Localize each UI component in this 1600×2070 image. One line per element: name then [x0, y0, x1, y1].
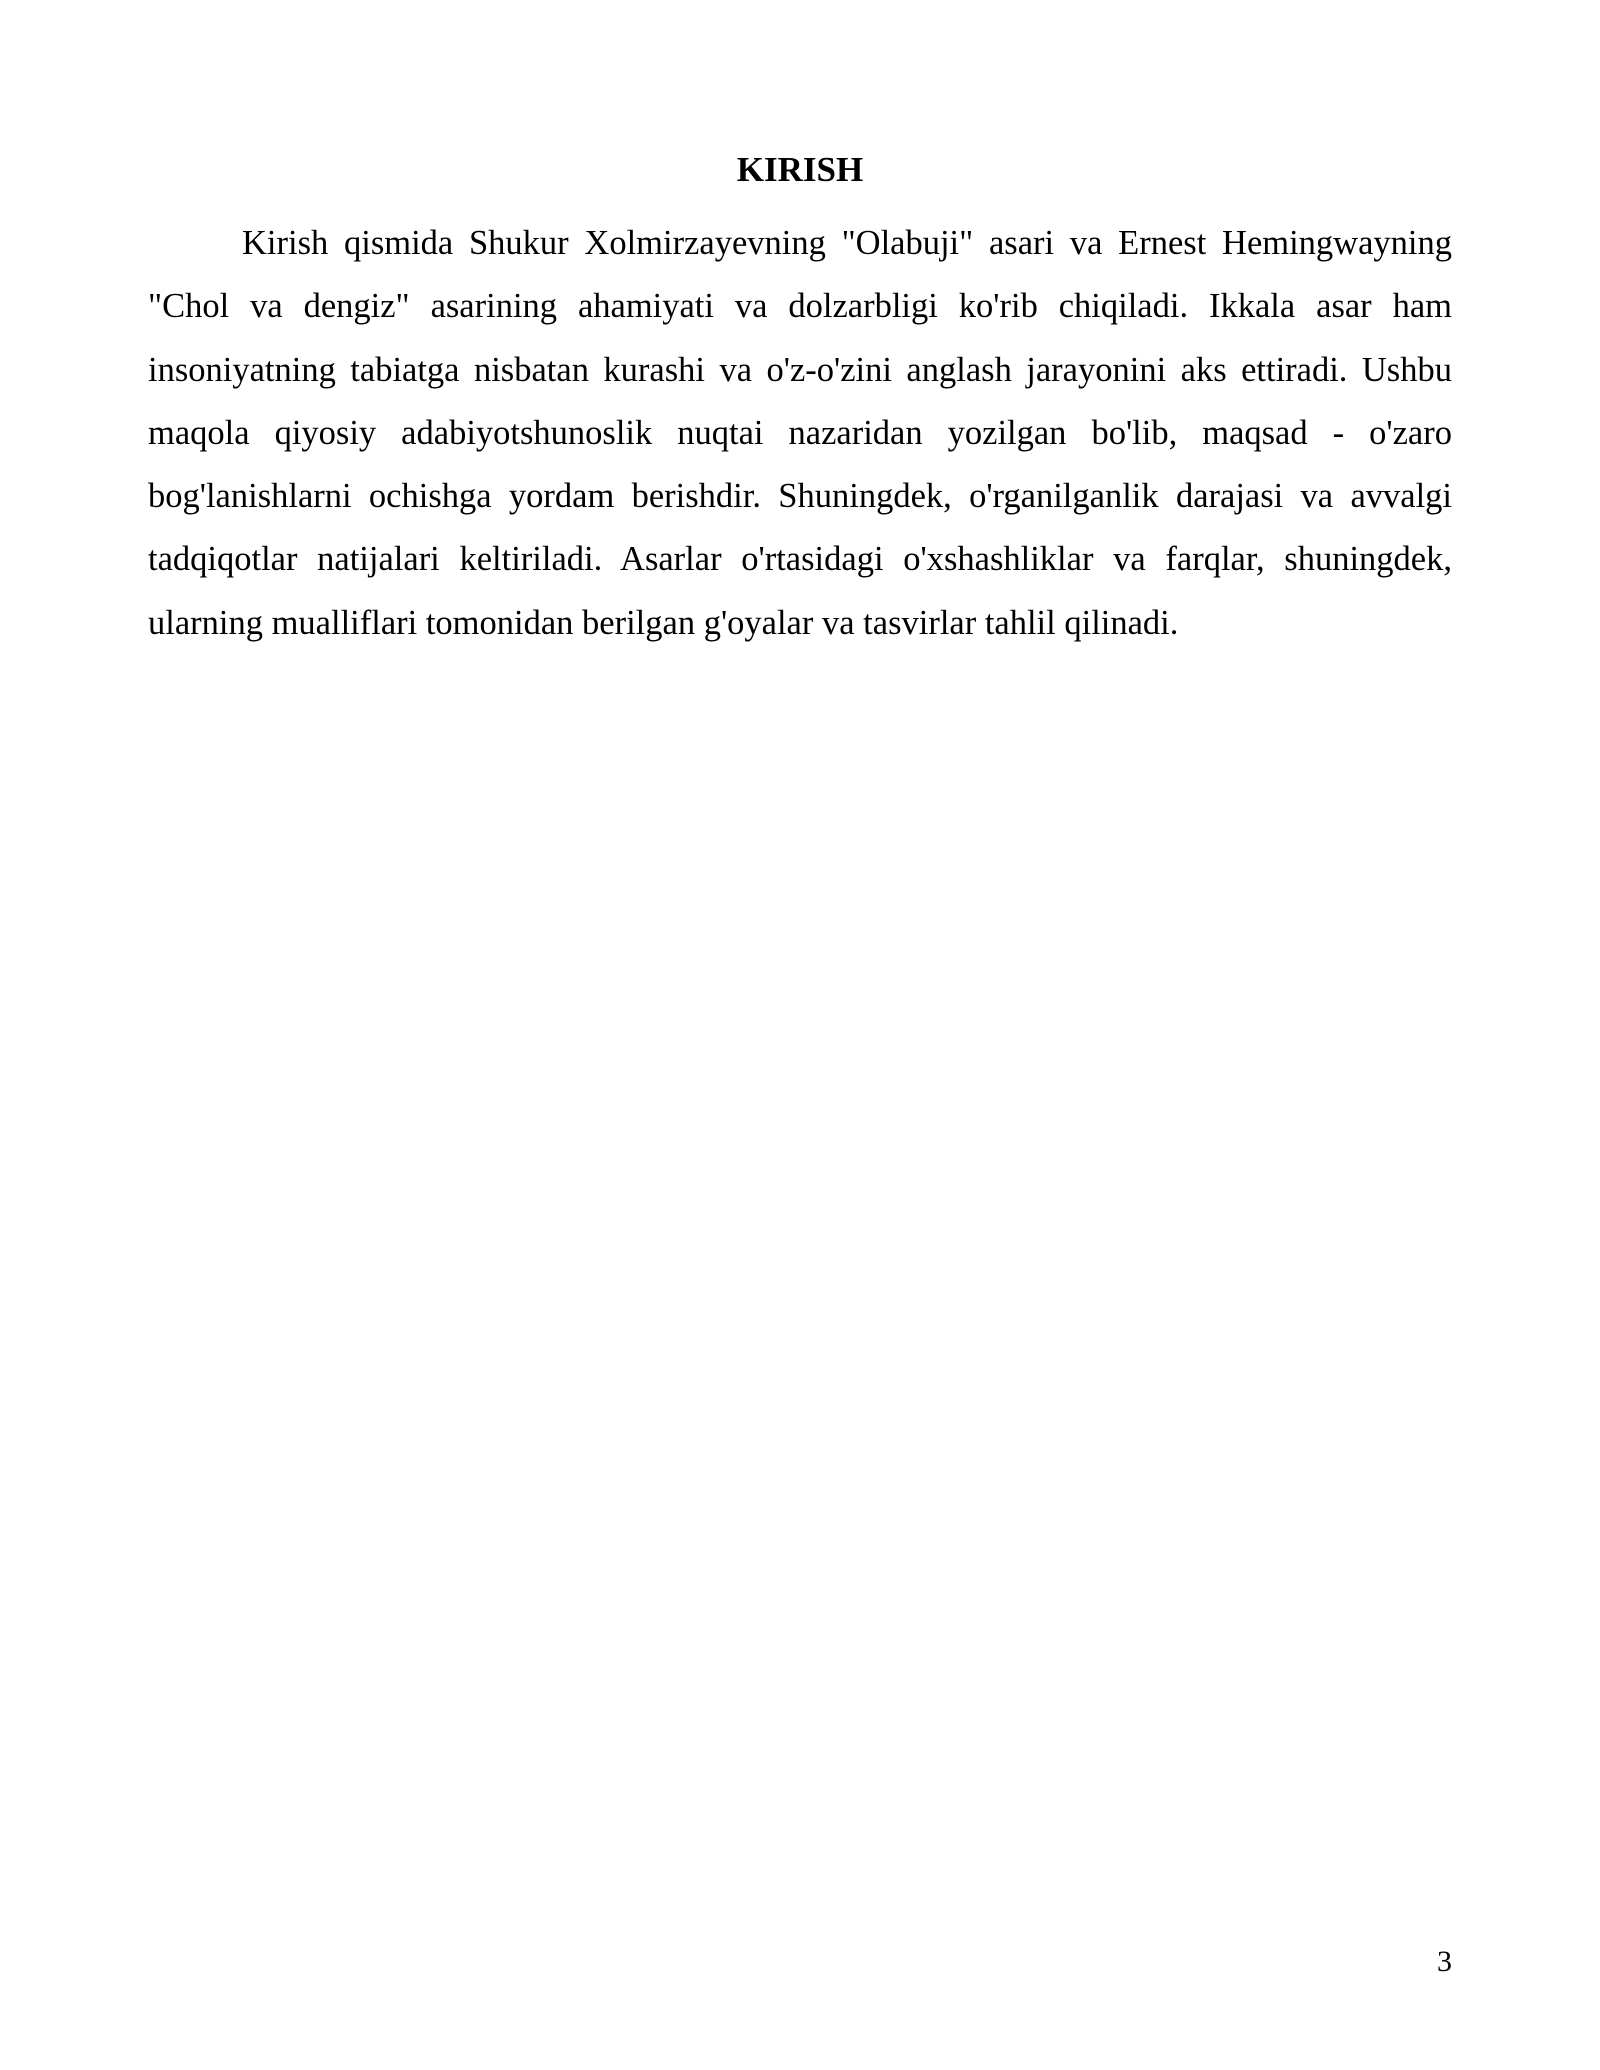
- intro-paragraph: Kirish qismida Shukur Xolmirzayevning "Olabuji" asari va Ernest Hemingwayning "Chol va dengiz" asarining ahamiyati va dolzarbligi ko'rib chiqiladi. Ikkala asar ham insoniyatning tabiatga nisbatan kurashi va o'z-o'zini anglash jarayonini aks ettiradi. Ushbu maqola qiyosiy adabiyotshunoslik nuqtai nazaridan yozilgan bo'lib, maqsad - o'zaro bog'lanishlarni ochishga yordam berishdir. Shuningdek, o'rganilganlik darajasi va avvalgi tadqiqotlar natijalari keltiriladi. Asarlar o'rtasidagi o'xshashliklar va farqlar, shuningdek, ularning mualliflari tomonidan berilgan g'oyalar va tasvirlar tahlil qilinadi.: [148, 224, 1452, 642]
- page-number: 3: [1437, 1945, 1452, 1978]
- section-heading: KIRISH: [736, 150, 864, 189]
